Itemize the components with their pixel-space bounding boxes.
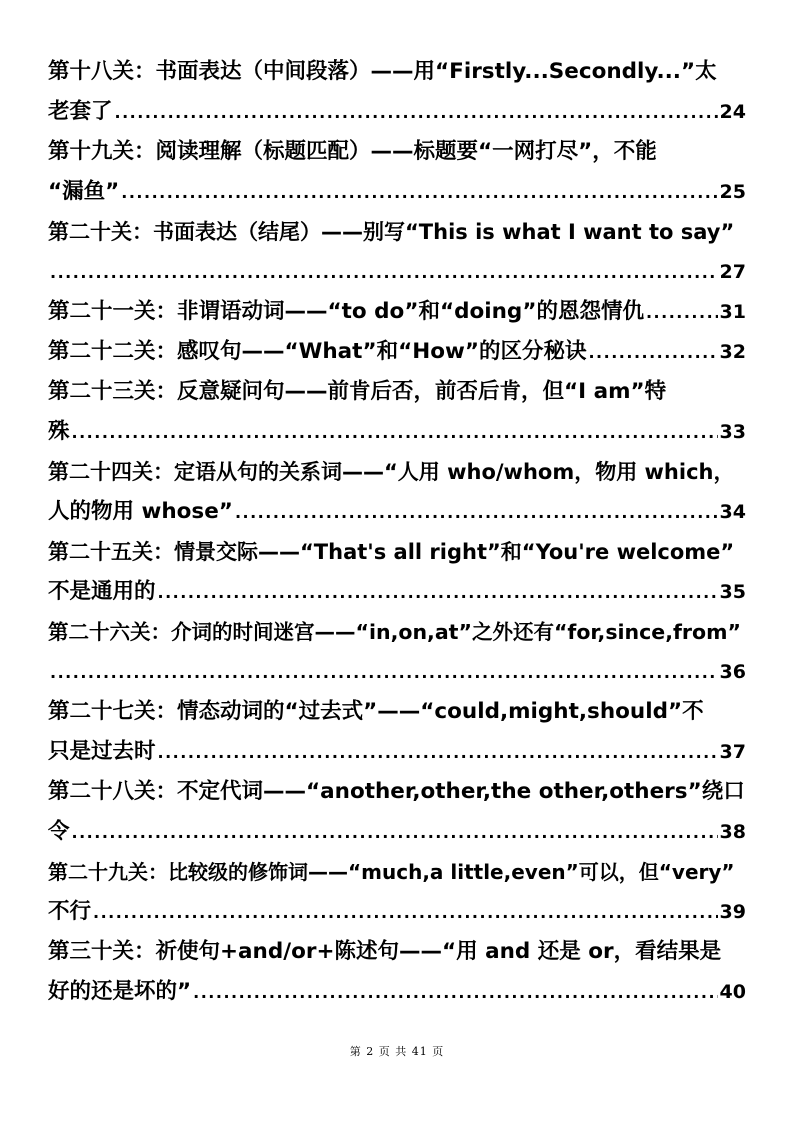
- toc-page-number: 32: [719, 341, 746, 363]
- dot-leader: [121, 173, 717, 213]
- toc-entry-28[interactable]: [48, 772, 746, 852]
- dot-leader: [50, 653, 718, 693]
- toc-entry-title: 第二十六关：介词的时间迷宫——“in,on,at”之外还有“for,since,from”: [48, 620, 741, 644]
- toc-page-number: 38: [719, 821, 746, 843]
- toc-page-number: 39: [719, 901, 746, 923]
- toc-page-number: 40: [719, 981, 746, 1003]
- toc-entry-title: 第二十五关：情景交际——“That's all right”和“You're welcome”: [48, 540, 735, 564]
- toc-entry-24[interactable]: [48, 452, 746, 532]
- dot-leader: [115, 93, 718, 133]
- toc-entry-title: 第十九关：阅读理解（标题匹配）——标题要“一网打尽”，不能: [48, 139, 657, 164]
- toc-page-number: 34: [719, 501, 746, 523]
- toc-entry-18[interactable]: [48, 52, 746, 132]
- toc-entry-title: 第二十八关：不定代词——“another,other,the other,others”绕口: [48, 779, 745, 804]
- toc-page-number: 33: [719, 421, 746, 443]
- dot-leader: [93, 893, 718, 933]
- dot-leader: [158, 573, 718, 613]
- dot-leader: [50, 253, 718, 293]
- toc-entry-20[interactable]: [48, 212, 746, 292]
- toc-page-number: 27: [719, 261, 746, 283]
- dot-leader: [72, 413, 718, 453]
- toc-entry-title-cont: 只是过去时: [48, 739, 156, 764]
- toc-entry-title-cont: 不行: [48, 899, 92, 924]
- dot-leader: [72, 813, 718, 853]
- toc-page-number: 24: [719, 101, 746, 123]
- toc-entry-23[interactable]: [48, 372, 746, 452]
- toc-entry-title: 第二十三关：反意疑问句——前肯后否，前否后肯，但“I am”特: [48, 379, 667, 404]
- toc-entry-title: 第二十七关：情态动词的“过去式”——“could,might,should”不: [48, 699, 704, 724]
- toc-entry-title: 第十八关：书面表达（中间段落）——用“Firstly...Secondly...”太: [48, 59, 717, 84]
- toc-page-number: 37: [719, 741, 746, 763]
- toc-entry-title-cont: 令: [48, 819, 70, 844]
- toc-entry-title: 第二十二关：感叹句——“What”和“How”的区分秘诀: [48, 339, 587, 364]
- toc-entry-26[interactable]: [48, 612, 746, 692]
- toc-entry-title-cont: 殊: [48, 419, 70, 444]
- toc-entry-title-cont: “漏鱼”: [48, 179, 120, 204]
- toc-entry-29[interactable]: [48, 852, 746, 932]
- toc-page-number: 25: [719, 181, 746, 203]
- toc-entry-30[interactable]: [48, 932, 746, 1012]
- toc-entry-title: 第二十九关：比较级的修饰词——“much,a little,even”可以，但“very”: [48, 860, 735, 884]
- dot-leader: [158, 733, 718, 773]
- toc-entry-title: 第三十关：祈使句+and/or+陈述句——“用 and 还是 or，看结果是: [48, 939, 722, 964]
- toc-entry-title-cont: 不是通用的: [48, 579, 156, 604]
- toc-entry-title-cont: 好的还是坏的”: [48, 979, 192, 1004]
- table-of-contents: [48, 52, 746, 1012]
- toc-entry-27[interactable]: [48, 692, 746, 772]
- toc-entry-title: 第二十四关：定语从句的关系词——“人用 who/whom，物用 which，: [48, 460, 735, 484]
- dot-leader: [588, 333, 717, 373]
- dot-leader: [193, 973, 717, 1013]
- toc-entry-21[interactable]: [48, 292, 746, 332]
- toc-entry-19[interactable]: [48, 132, 746, 212]
- toc-entry-title: 第二十关：书面表达（结尾）——别写“This is what I want to say”: [48, 220, 735, 244]
- toc-page-number: 31: [719, 301, 746, 323]
- toc-page-number: 36: [719, 661, 746, 683]
- toc-entry-title-cont: 老套了: [48, 99, 113, 124]
- toc-entry-title: 第二十一关：非谓语动词——“to do”和“doing”的恩怨情仇: [48, 299, 644, 324]
- page-footer: 第 2 页 共 41 页: [349, 1045, 445, 1058]
- toc-entry-22[interactable]: [48, 332, 746, 372]
- toc-entry-title-cont: 人的物用 whose”: [48, 499, 233, 524]
- dot-leader: [235, 493, 718, 533]
- toc-entry-25[interactable]: [48, 532, 746, 612]
- dot-leader: [646, 293, 718, 333]
- toc-page-number: 35: [719, 581, 746, 603]
